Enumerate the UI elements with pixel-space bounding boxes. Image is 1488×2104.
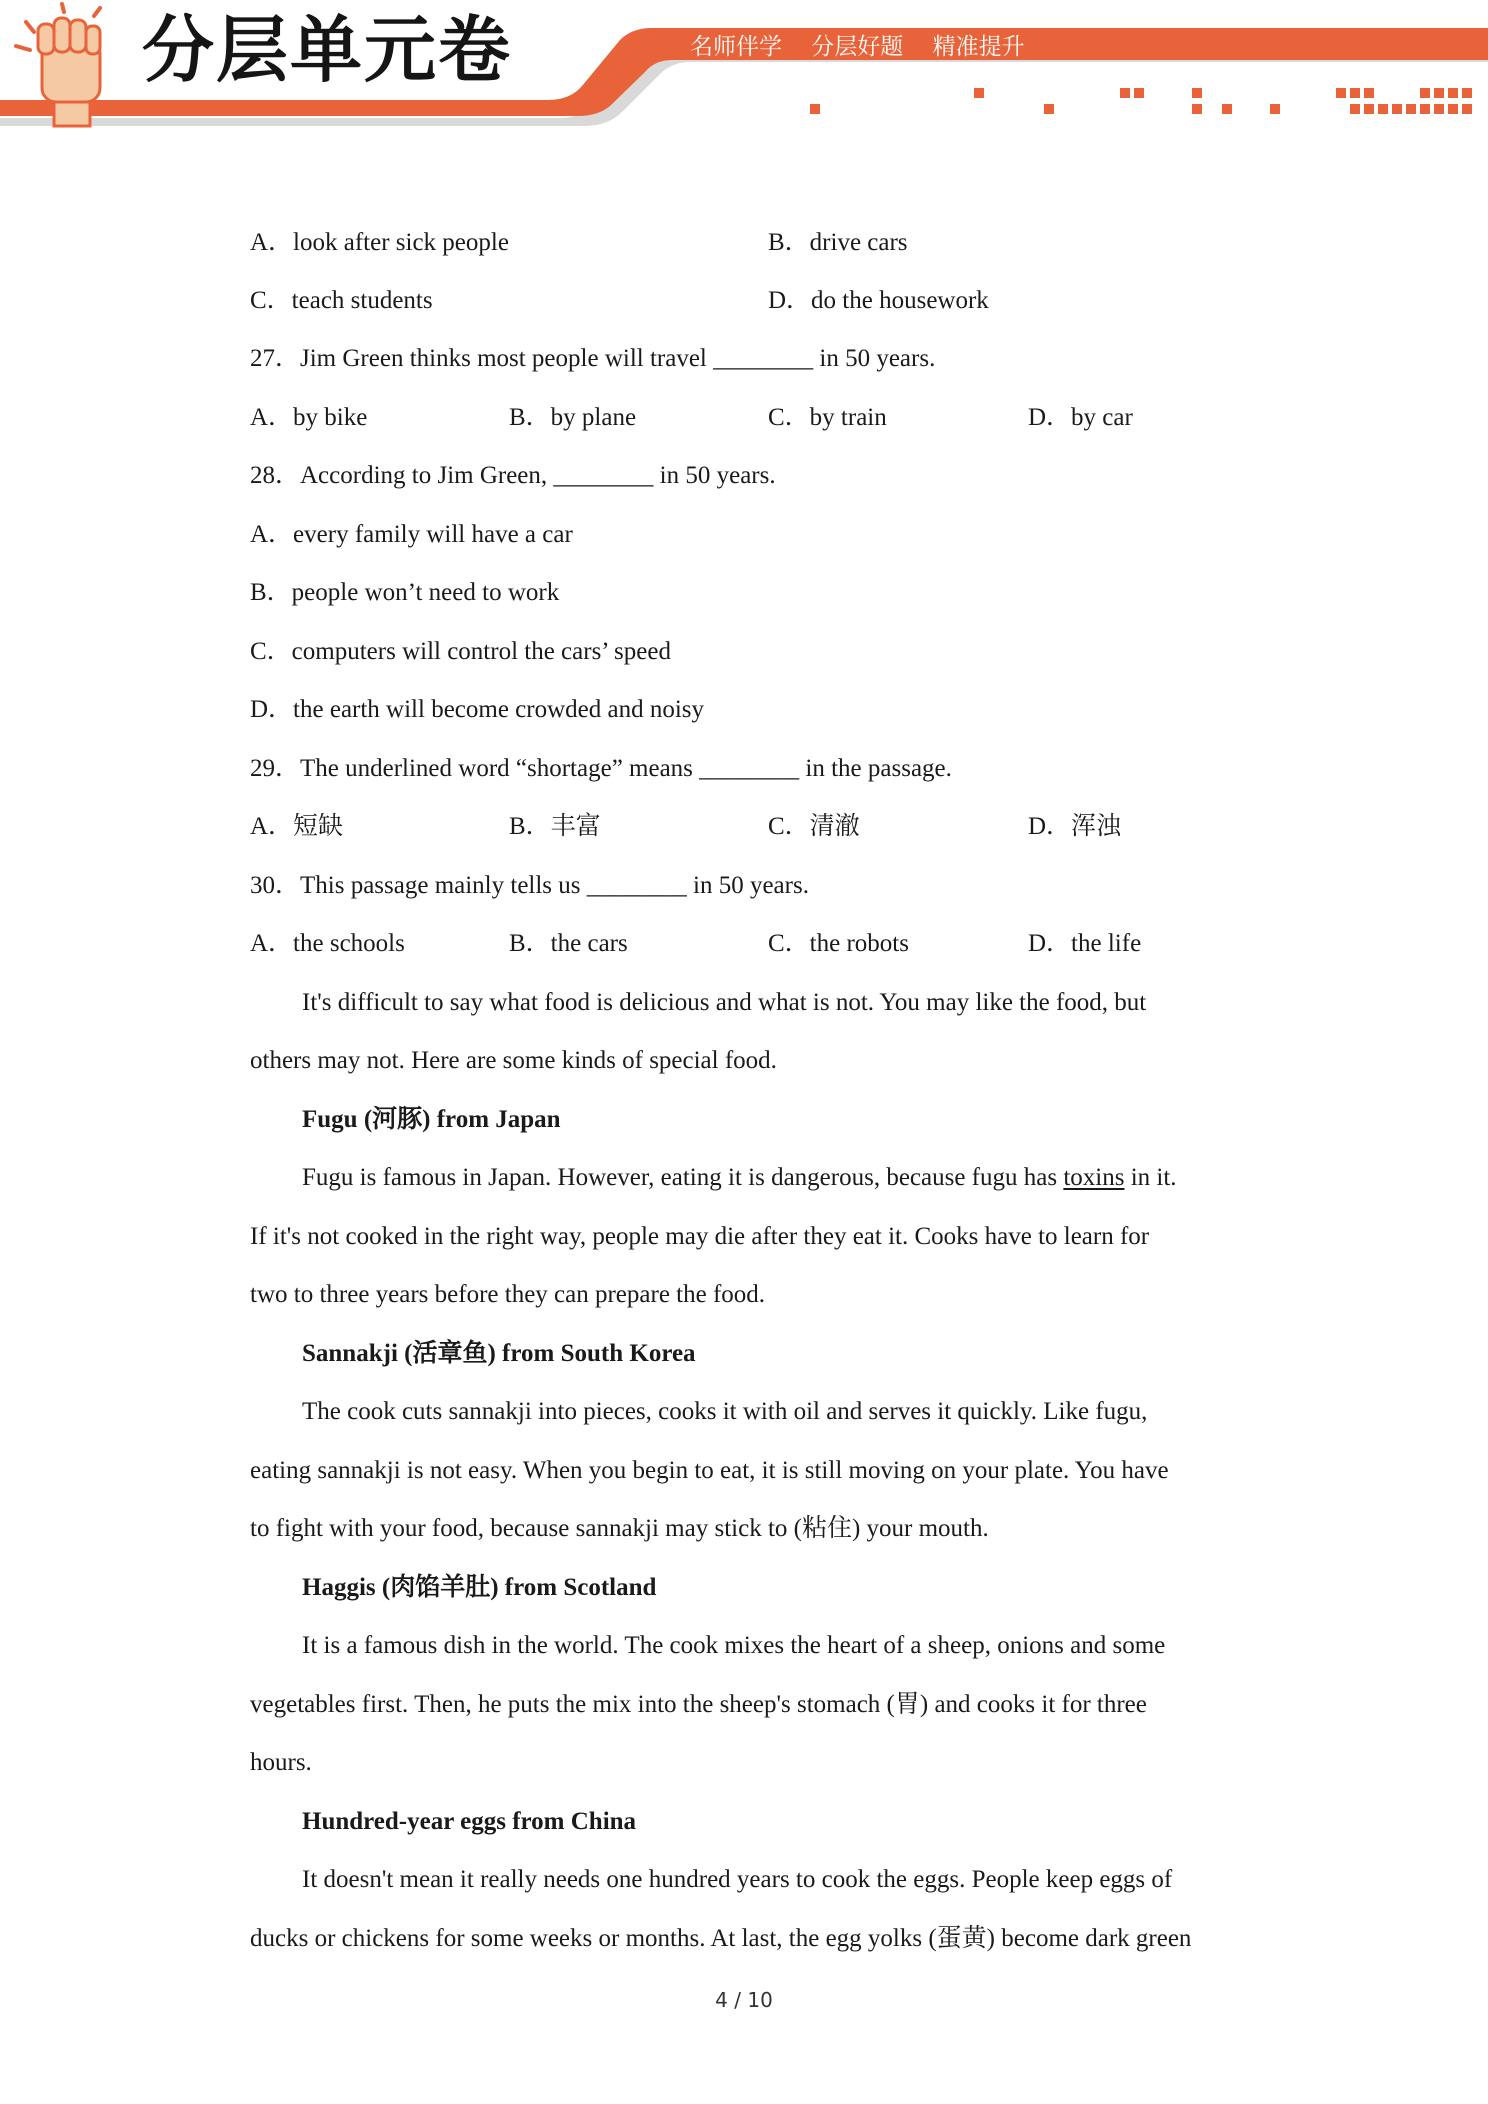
- q28-option-b: B．people won’t need to work: [250, 579, 560, 606]
- fugu-line-1: [302, 1163, 1177, 1193]
- q28-option-d: D．the earth will become crowded and noisy: [250, 696, 705, 723]
- q29-option-d: D．浑浊: [1028, 813, 1122, 840]
- heading-sannakji: Sannakji (活章鱼) from South Korea: [302, 1340, 696, 1367]
- heading-hundred-year-eggs: Hundred-year eggs from China: [302, 1808, 637, 1835]
- q30-option-a: A．the schools: [250, 930, 405, 957]
- q27-option-b: B．by plane: [509, 404, 637, 431]
- sannakji-line-2: eating sannakji is not easy. When you begin to eat, it is still moving on your plate. You have: [250, 1457, 1169, 1484]
- q30-option-d: D．the life: [1028, 930, 1142, 957]
- brand-title: 分层单元卷: [142, 8, 513, 92]
- page-header: [0, 0, 1488, 130]
- underlined-word-toxins: toxins: [1063, 1164, 1125, 1191]
- q26-option-b: B．drive cars: [768, 229, 908, 256]
- heading-haggis: Haggis (肉馅羊肚) from Scotland: [302, 1574, 657, 1601]
- q29-option-c: C．清澈: [768, 813, 860, 840]
- q27-stem: 27．Jim Green thinks most people will travel ________ in 50 years.: [250, 345, 936, 372]
- eggs-line-2: ducks or chickens for some weeks or months. At last, the egg yolks (蛋黄) become dark green: [250, 1925, 1192, 1952]
- q29-option-a: A．短缺: [250, 813, 344, 840]
- heading-fugu: Fugu (河豚) from Japan: [302, 1106, 561, 1133]
- header-slogan: 名师伴学 分层好题 精准提升: [690, 34, 1025, 60]
- q28-option-a: A．every family will have a car: [250, 521, 573, 548]
- q27-option-c: C．by train: [768, 404, 887, 431]
- q29-option-b: B．丰富: [509, 813, 601, 840]
- fugu-line-3: two to three years before they can prepare the food.: [250, 1281, 766, 1308]
- q28-option-c: C．computers will control the cars’ speed: [250, 638, 671, 665]
- haggis-line-2: vegetables first. Then, he puts the mix into the sheep's stomach (胃) and cooks it for three: [250, 1691, 1147, 1718]
- q26-option-a: A．look after sick people: [250, 229, 509, 256]
- passage-intro-line-2: others may not. Here are some kinds of special food.: [250, 1047, 777, 1074]
- sannakji-line-3: to fight with your food, because sannakji may stick to (粘住) your mouth.: [250, 1515, 989, 1542]
- haggis-line-1: It is a famous dish in the world. The cook mixes the heart of a sheep, onions and some: [302, 1632, 1166, 1659]
- q27-option-a: A．by bike: [250, 404, 368, 431]
- fugu-line-2: If it's not cooked in the right way, people may die after they eat it. Cooks have to learn for: [250, 1223, 1150, 1250]
- q30-option-c: C．the robots: [768, 930, 909, 957]
- q27-option-d: D．by car: [1028, 404, 1133, 431]
- q30-stem: 30．This passage mainly tells us ________ in 50 years.: [250, 872, 809, 899]
- haggis-line-3: hours.: [250, 1749, 312, 1776]
- eggs-line-1: It doesn't mean it really needs one hundred years to cook the eggs. People keep eggs of: [302, 1866, 1173, 1893]
- fugu-line-1-end: in it.: [1124, 1164, 1177, 1191]
- q26-option-c: C．teach students: [250, 287, 433, 314]
- decorative-dots-icon: [810, 88, 1472, 114]
- passage-intro-line-1: It's difficult to say what food is delicious and what is not. You may like the food, but: [302, 989, 1147, 1016]
- q26-option-d: D．do the housework: [768, 287, 989, 314]
- page-number: 4 / 10: [715, 1988, 773, 2012]
- sannakji-line-1: The cook cuts sannakji into pieces, cooks it with oil and serves it quickly. Like fugu,: [302, 1398, 1148, 1425]
- q30-option-b: B．the cars: [509, 930, 628, 957]
- q29-stem: 29．The underlined word “shortage” means ________ in the passage.: [250, 755, 952, 782]
- q28-stem: 28．According to Jim Green, ________ in 50 years.: [250, 462, 776, 489]
- fugu-line-1-start: Fugu is famous in Japan. However, eating it is dangerous, because fugu has: [302, 1164, 1064, 1191]
